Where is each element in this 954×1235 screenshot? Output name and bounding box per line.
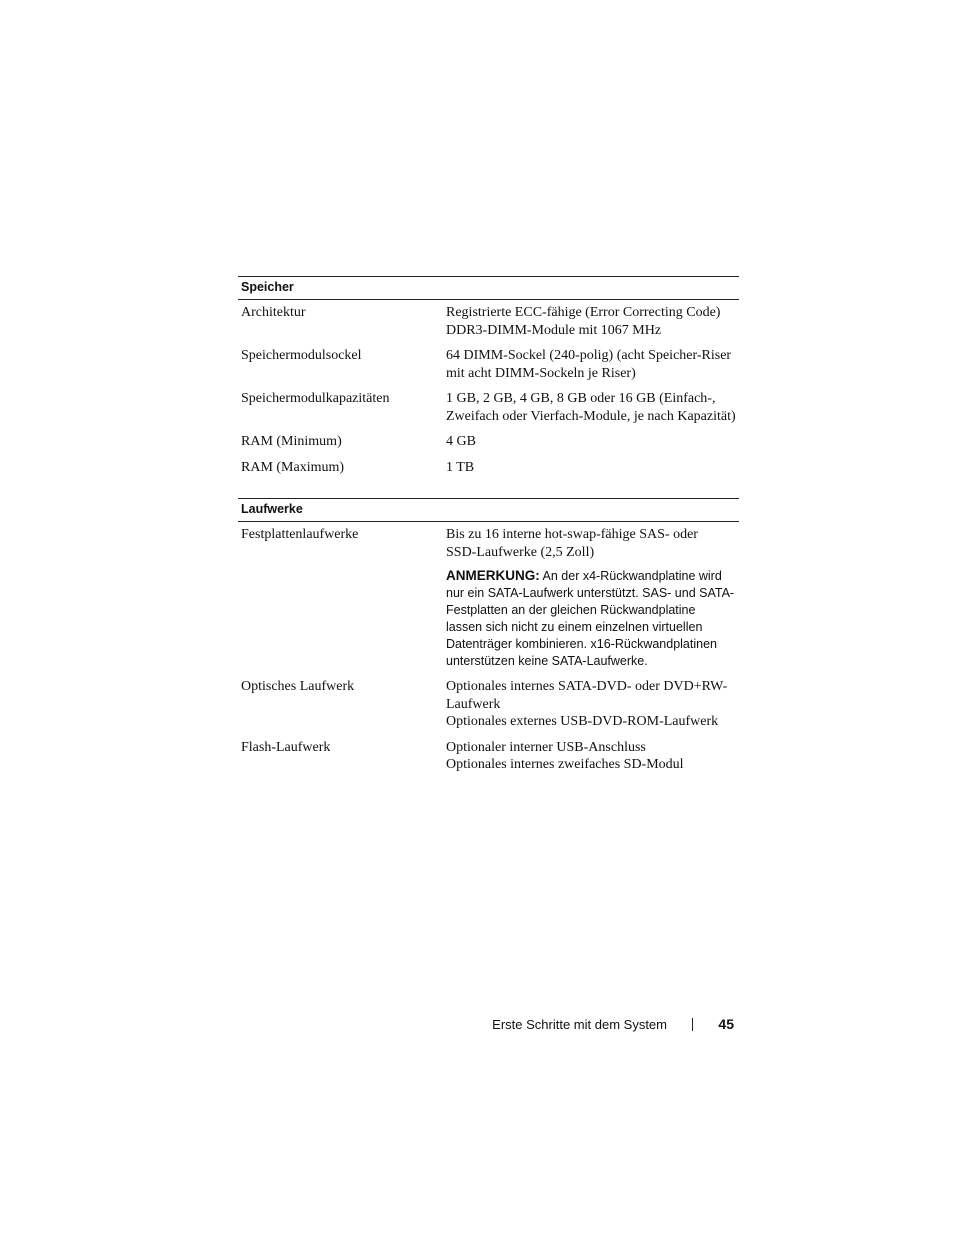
- note-line: unterstützen keine SATA-Laufwerke.: [446, 654, 648, 668]
- page-number: 45: [718, 1016, 734, 1032]
- section-header-laufwerke: Laufwerke: [238, 498, 739, 522]
- row-label: Speichermodulkapazitäten: [241, 391, 390, 406]
- row-label: Optisches Laufwerk: [241, 679, 355, 694]
- table-row: [238, 431, 739, 457]
- note-first-line: [446, 567, 739, 585]
- value-line: Optionales externes USB-DVD-ROM-Laufwerk: [446, 714, 719, 729]
- section-header-speicher: Speicher: [238, 276, 739, 300]
- row-label: Architektur: [241, 305, 306, 320]
- row-value: [446, 676, 739, 737]
- value-line: Bis zu 16 interne hot-swap-fähige SAS- oder: [446, 527, 698, 542]
- value-line: mit acht DIMM-Sockeln je Riser): [446, 365, 636, 381]
- row-label: Festplattenlaufwerke: [241, 527, 359, 542]
- table-row: [238, 457, 739, 483]
- note-label: ANMERKUNG:: [446, 568, 540, 583]
- table-row: [238, 737, 739, 780]
- value-line: 1 TB: [446, 459, 475, 475]
- footer-title: Erste Schritte mit dem System: [492, 1017, 667, 1032]
- value-line: Laufwerk: [446, 696, 501, 712]
- note-line: nur ein SATA-Laufwerk unterstützt. SAS- und SATA-: [446, 586, 735, 600]
- section-body-laufwerke: [238, 522, 739, 780]
- row-value: [446, 388, 739, 431]
- row-value: [446, 345, 739, 388]
- page-footer: [0, 1014, 954, 1034]
- value-line: Optionales internes zweifaches SD-Modul: [446, 757, 684, 772]
- value-line: Optionaler interner USB-Anschluss: [446, 739, 646, 755]
- value-line: Zweifach oder Vierfach-Module, je nach Kapazität): [446, 408, 736, 424]
- row-value: [446, 302, 739, 345]
- row-label: RAM (Maximum): [241, 459, 345, 475]
- table-row: [238, 345, 739, 388]
- row-value: [446, 431, 739, 457]
- value-line: DDR3-DIMM-Module mit 1067 MHz: [446, 322, 662, 338]
- value-line: 4 GB: [446, 434, 476, 449]
- note-line: Datenträger kombinieren. x16-Rückwandplatinen: [446, 637, 717, 651]
- table-row: [238, 676, 739, 737]
- table-row: [238, 302, 739, 345]
- row-value: [446, 737, 739, 780]
- row-label: RAM (Minimum): [241, 434, 342, 449]
- section-body-speicher: [238, 300, 739, 482]
- note-block: [446, 567, 739, 670]
- section-gap: [238, 482, 739, 498]
- value-line: Registrierte ECC-fähige (Error Correcting Code): [446, 305, 721, 320]
- table-row: [238, 388, 739, 431]
- footer-separator: [692, 1018, 693, 1031]
- value-line: Optionales internes SATA-DVD- oder DVD+RW-: [446, 679, 728, 694]
- value-line: SSD-Laufwerke (2,5 Zoll): [446, 544, 595, 560]
- value-line: 64 DIMM-Sockel (240-polig) (acht Speicher-Riser: [446, 348, 732, 363]
- row-value: [446, 524, 739, 676]
- note-text: An der x4-Rückwandplatine wird: [542, 569, 722, 583]
- note-line: lassen sich nicht zu einem einzelnen virtuellen: [446, 620, 703, 634]
- table-row: [238, 524, 739, 676]
- value-line: 1 GB, 2 GB, 4 GB, 8 GB oder 16 GB (Einfach-,: [446, 391, 716, 406]
- spec-table: [238, 276, 739, 780]
- row-label: Flash-Laufwerk: [241, 739, 331, 755]
- row-label: Speichermodulsockel: [241, 348, 362, 363]
- note-line: Festplatten an der gleichen Rückwandplatine: [446, 603, 696, 617]
- row-value: [446, 457, 739, 483]
